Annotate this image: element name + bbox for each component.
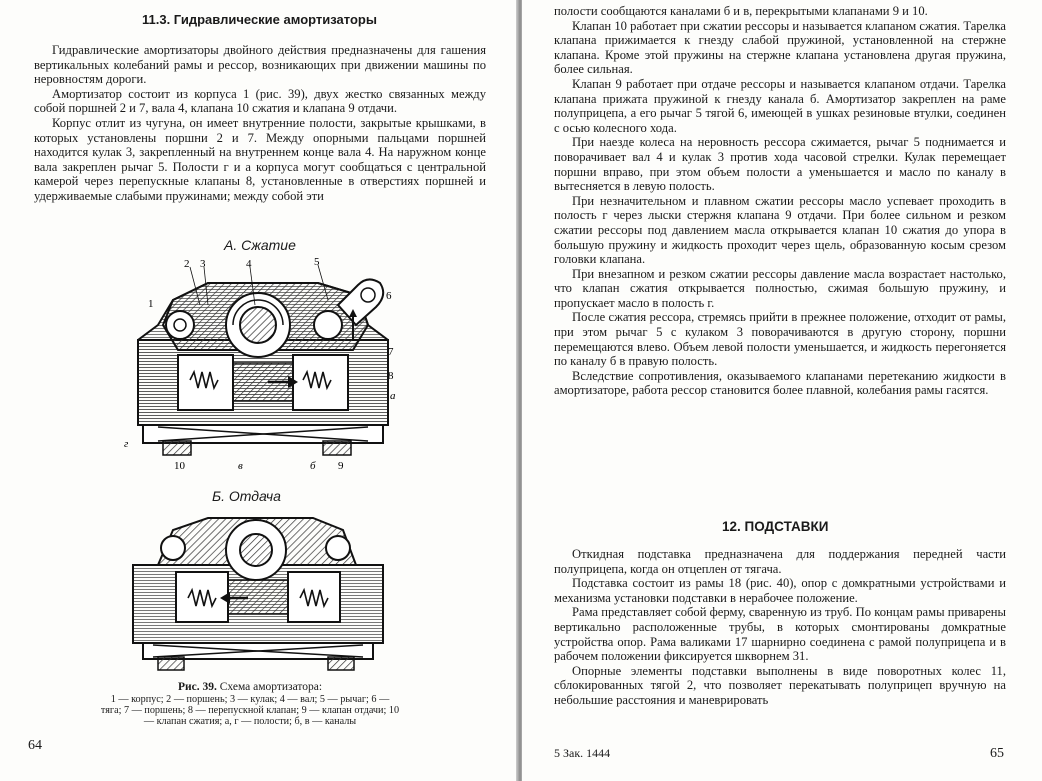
section-heading-shock-absorbers: 11.3. Гидравлические амортизаторы (142, 12, 377, 27)
figure-label-rebound: Б. Отдача (212, 488, 281, 504)
paragraph: Амортизатор состоит из корпуса 1 (рис. 39), двух жестко связанных между собой поршней 2 и 7, вала 4, клапана 10 сжатия и клапана 9 отдачи. (34, 86, 486, 116)
right-page (522, 0, 1042, 781)
callout-v: в (238, 460, 243, 472)
paragraph: Вследствие сопротивления, оказываемого клапанами перетеканию жидкости в амортизаторе, работа рессор становится более плавной, колебания рамы гасятся. (554, 368, 1006, 398)
callout-4: 4 (246, 258, 252, 270)
callout-1: 1 (148, 298, 154, 310)
left-text-block (34, 43, 486, 204)
callout-5: 5 (314, 256, 320, 268)
paragraph: Откидная подставка предназначена для поддержания передней части полуприцепа, когда он отцеплен от тягача. (554, 547, 1006, 576)
paragraph: Опорные элементы подставки выполнены в виде поворотных колес 11, сблокированных тягой 2, что позволяет перекатывать полуприцеп вручную на небольшие расстояния и маневрировать (554, 663, 1006, 707)
callout-7: 7 (388, 346, 394, 358)
right-text-block-bottom (554, 547, 1006, 708)
paragraph: При наезде колеса на неровность рессора сжимается, рычаг 5 поднимается и поворачивает вал 4 и кулак 3 против хода часовой стрелки. Кулак перемещает поршни вправо, при этом объем полости а уменьшается и масло по каналу в вытесняется в левую полость. (554, 135, 1006, 194)
figure-caption-title: Схема амортизатора: (219, 681, 323, 693)
callout-b: б (310, 460, 316, 472)
page-number-left: 64 (28, 738, 42, 753)
shock-absorber-diagram-compression (118, 255, 408, 475)
paragraph: При внезапном и резком сжатии рессоры давление масла возрастает настолько, что клапан сжатия открывается полностью, сжимая большую пружину, и пропускает масло в полость г. (554, 266, 1006, 310)
callout-a: а (390, 390, 396, 402)
figure-label-compression: А. Сжатие (224, 237, 296, 253)
callout-8: 8 (388, 370, 394, 382)
section-heading-supports: 12. ПОДСТАВКИ (722, 519, 829, 534)
print-order-note: 5 Зак. 1444 (554, 746, 611, 760)
paragraph: Рама представляет собой ферму, сваренную из труб. По концам рамы приварены вертикально расположенные трубы, в которых смонтированы домкратные устройства опор. Рама валиками 17 шарнирно соединена с рамой полуприцепа и в рабочем положении фиксируется шкворнем 31. (554, 605, 1006, 664)
figure-caption (100, 680, 400, 727)
shock-absorber-diagram-rebound (128, 510, 388, 675)
right-text-block-top (554, 4, 1006, 398)
callout-g: г (124, 438, 129, 450)
paragraph: При незначительном и плавном сжатии рессоры масло успевает проходить в полость г через лыски стержня клапана 9 отдачи. При более сильном и резком сжатии рессоры под давлением масла открывается клапан 10 сжатия до упора в большую пружину и жидкость проходит через щель, образованную косым срезом головки клапана. (554, 193, 1006, 267)
left-page (0, 0, 518, 781)
paragraph: Клапан 10 работает при сжатии рессоры и называется клапаном сжатия. Тарелка клапана прижимается к гнезду слабой пружиной, установленной на стержне клапана. Кроме этой пружины на стержне клапана установлена другая пружина, более сильная. (554, 18, 1006, 77)
paragraph: Корпус отлит из чугуна, он имеет внутренние полости, закрытые крышками, в которых установлены поршни 2 и 7. Между опорными пальцами поршней находится кулак 3, закрепленный на внутреннем конце вала 4. На наружном конце вала закреплен рычаг 5. Полости г и а корпуса могут сообщаться с центральной камерой через перепускные клапаны 8, установленные в отверстиях поршней и удерживаемые слабыми пружинами; между собой эти (34, 115, 486, 203)
page-number-right: 65 (990, 746, 1004, 761)
paragraph: Клапан 9 работает при отдаче рессоры и называется клапаном отдачи. Тарелка клапана прижата пружиной к гнезду канала б. Амортизатор закреплен на раме полуприцепа, а его рычаг 5 тягой 6, имеющей в ушках резиновые втулки, соединен с осью колесного хода. (554, 76, 1006, 135)
callout-3: 3 (200, 258, 206, 270)
paragraph: После сжатия рессора, стремясь прийти в прежнее положение, отходит от рамы, при этом рычаг 5 с кулаком 3 поворачиваются в другую сторону, поршни перемещаются влево. Объем левой полости уменьшается, и жидкость перегоняется по каналу б в правую полость. (554, 310, 1006, 369)
callout-2: 2 (184, 258, 190, 270)
figure-caption-number: Рис. 39. (177, 681, 217, 693)
callout-10: 10 (174, 460, 185, 472)
figure-caption-legend: 1 — корпус; 2 — поршень; 3 — кулак; 4 — вал; 5 — рычаг; 6 — тяга; 7 — поршень; 8 — перепускной клапан; 9 — клапан отдачи; 10 — клапан сжатия; а, г — полости; б, в — каналы (100, 694, 400, 727)
paragraph: полости сообщаются каналами б и в, перекрытыми клапанами 9 и 10. (554, 4, 928, 18)
callout-9: 9 (338, 460, 344, 472)
paragraph: Гидравлические амортизаторы двойного действия предназначены для гашения вертикальных колебаний рамы и рессор, возникающих при движении машины по неровностям дороги. (34, 43, 486, 87)
callout-6: 6 (386, 290, 392, 302)
paragraph: Подставка состоит из рамы 18 (рис. 40), опор с домкратными устройствами и механизма установки подставки в нерабочее положение. (554, 576, 1006, 605)
